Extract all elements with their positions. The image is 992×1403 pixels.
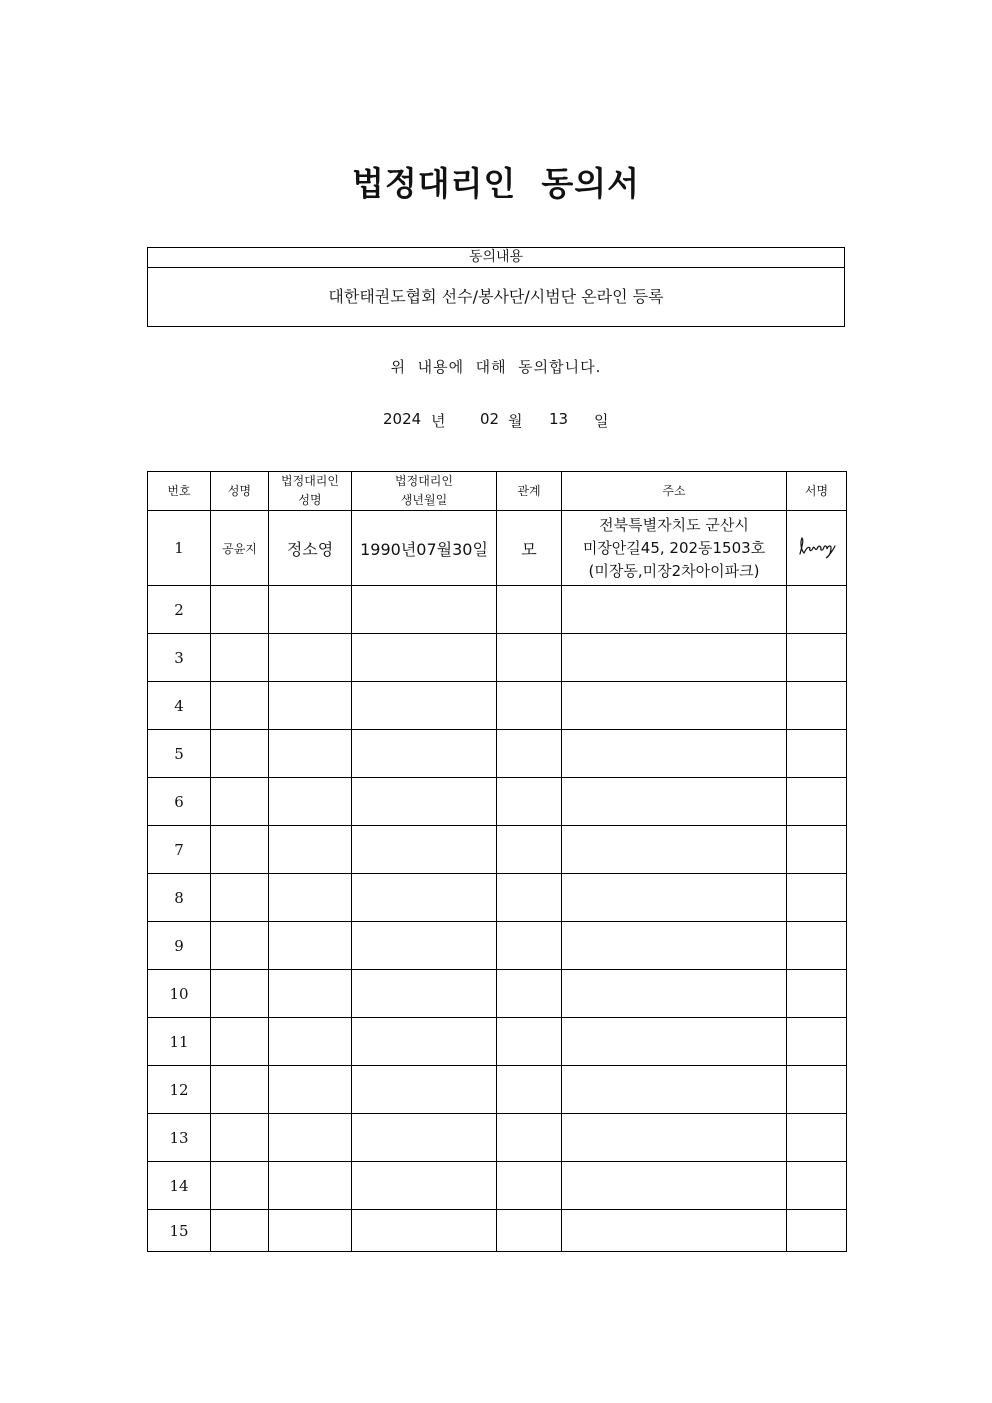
row-number: 3 — [148, 634, 211, 682]
date-day: 13 — [549, 410, 569, 428]
row-guardian-birth — [352, 826, 497, 874]
row-guardian-name — [269, 922, 352, 970]
row-number: 8 — [148, 874, 211, 922]
row-guardian-name — [269, 1114, 352, 1162]
row-name — [211, 1066, 269, 1114]
row-name — [211, 634, 269, 682]
row-address — [562, 511, 787, 586]
table-row — [148, 586, 847, 634]
table-row — [148, 730, 847, 778]
row-address — [562, 874, 787, 922]
row-number: 4 — [148, 682, 211, 730]
row-relation: 모 — [497, 511, 562, 586]
row-name — [211, 778, 269, 826]
row-address — [562, 922, 787, 970]
table-row — [148, 1162, 847, 1210]
header-guardian-name-line1: 법정대리인 — [281, 474, 339, 488]
header-relation: 관계 — [497, 472, 562, 511]
row-address — [562, 778, 787, 826]
table-row — [148, 634, 847, 682]
row-relation — [497, 730, 562, 778]
row-address — [562, 730, 787, 778]
row-guardian-birth — [352, 1162, 497, 1210]
row-guardian-name — [269, 634, 352, 682]
table-row — [148, 826, 847, 874]
table-row — [148, 1066, 847, 1114]
row-signature — [787, 1018, 847, 1066]
row-relation — [497, 1066, 562, 1114]
header-address: 주소 — [562, 472, 787, 511]
row-signature — [787, 826, 847, 874]
row-name — [211, 922, 269, 970]
row-guardian-birth — [352, 1066, 497, 1114]
row-guardian-birth — [352, 778, 497, 826]
row-relation — [497, 778, 562, 826]
row-guardian-name — [269, 874, 352, 922]
row-signature — [787, 1114, 847, 1162]
row-relation — [497, 1162, 562, 1210]
row-signature — [787, 1210, 847, 1252]
row-relation — [497, 634, 562, 682]
row-name — [211, 874, 269, 922]
row-signature — [787, 1162, 847, 1210]
table-header-row — [148, 472, 847, 511]
row-guardian-name: 정소영 — [269, 511, 352, 586]
table-row — [148, 682, 847, 730]
row-signature — [787, 970, 847, 1018]
row-name — [211, 1162, 269, 1210]
row-address — [562, 1018, 787, 1066]
row-address — [562, 1114, 787, 1162]
row-number: 6 — [148, 778, 211, 826]
row-relation — [497, 586, 562, 634]
signature-image — [796, 532, 838, 560]
row-name — [211, 682, 269, 730]
header-guardian-name-line2: 성명 — [298, 493, 322, 507]
row-guardian-birth — [352, 1210, 497, 1252]
row-guardian-name — [269, 1162, 352, 1210]
row-number: 13 — [148, 1114, 211, 1162]
header-guardian-birth — [352, 472, 497, 511]
row-number: 11 — [148, 1018, 211, 1066]
table-row — [148, 1210, 847, 1252]
registration-table — [147, 471, 847, 1252]
row-name — [211, 826, 269, 874]
row-guardian-name — [269, 970, 352, 1018]
row-relation — [497, 1018, 562, 1066]
row-number: 5 — [148, 730, 211, 778]
row-relation — [497, 682, 562, 730]
row-signature — [787, 586, 847, 634]
row-guardian-birth: 1990년07월30일 — [352, 511, 497, 586]
row-relation — [497, 970, 562, 1018]
date-month: 02 — [480, 410, 500, 428]
row-signature — [787, 511, 847, 586]
row-number: 15 — [148, 1210, 211, 1252]
row-guardian-name — [269, 1018, 352, 1066]
row-relation — [497, 874, 562, 922]
consent-header: 동의내용 — [148, 248, 844, 268]
row-number: 7 — [148, 826, 211, 874]
row-address — [562, 970, 787, 1018]
row-relation — [497, 826, 562, 874]
row-signature — [787, 682, 847, 730]
header-guardian-birth-line1: 법정대리인 — [395, 474, 453, 488]
row-guardian-name — [269, 586, 352, 634]
row-guardian-name — [269, 1210, 352, 1252]
header-guardian-name — [269, 472, 352, 511]
row-number: 14 — [148, 1162, 211, 1210]
row-name — [211, 1114, 269, 1162]
row-address — [562, 1162, 787, 1210]
row-guardian-name — [269, 778, 352, 826]
table-row — [148, 1018, 847, 1066]
date-month-unit: 월 — [508, 412, 523, 430]
row-relation — [497, 922, 562, 970]
date-year-unit: 년 — [431, 412, 446, 430]
row-address — [562, 682, 787, 730]
row-guardian-name — [269, 1066, 352, 1114]
row-guardian-birth — [352, 1018, 497, 1066]
row-number: 9 — [148, 922, 211, 970]
row-signature — [787, 730, 847, 778]
row-name: 공윤지 — [211, 511, 269, 586]
row-guardian-name — [269, 826, 352, 874]
table-row — [148, 1114, 847, 1162]
row-address — [562, 586, 787, 634]
row-signature — [787, 778, 847, 826]
row-signature — [787, 874, 847, 922]
row-guardian-birth — [352, 922, 497, 970]
consent-box — [147, 247, 845, 327]
row-address — [562, 1210, 787, 1252]
document-title: 법정대리인 동의서 — [351, 164, 640, 203]
table-row — [148, 922, 847, 970]
header-signature: 서명 — [787, 472, 847, 511]
row-guardian-birth — [352, 730, 497, 778]
header-number: 번호 — [148, 472, 211, 511]
row-name — [211, 586, 269, 634]
table-row — [148, 778, 847, 826]
date-day-unit: 일 — [594, 412, 609, 430]
row-number: 10 — [148, 970, 211, 1018]
consent-content: 대한태권도협회 선수/봉사단/시범단 온라인 등록 — [328, 287, 664, 306]
row-guardian-birth — [352, 586, 497, 634]
row-name — [211, 970, 269, 1018]
row-relation — [497, 1210, 562, 1252]
row-signature — [787, 922, 847, 970]
row-address-line2: 미장안길45, 202동1503호 — [582, 538, 766, 557]
row-address — [562, 1066, 787, 1114]
row-address-line1: 전북특별자치도 군산시 — [599, 515, 749, 534]
row-guardian-birth — [352, 682, 497, 730]
row-guardian-birth — [352, 1114, 497, 1162]
row-address-line3: (미장동,미장2차아이파크) — [588, 561, 760, 580]
row-name — [211, 1210, 269, 1252]
row-name — [211, 1018, 269, 1066]
date-year: 2024 — [383, 410, 422, 428]
table-row — [148, 511, 847, 586]
row-address — [562, 826, 787, 874]
row-name — [211, 730, 269, 778]
row-number: 1 — [148, 511, 211, 586]
row-number: 2 — [148, 586, 211, 634]
table-row — [148, 874, 847, 922]
row-guardian-birth — [352, 874, 497, 922]
row-signature — [787, 1066, 847, 1114]
row-relation — [497, 1114, 562, 1162]
header-name: 성명 — [211, 472, 269, 511]
row-number: 12 — [148, 1066, 211, 1114]
header-guardian-birth-line2: 생년월일 — [400, 493, 448, 507]
row-guardian-birth — [352, 634, 497, 682]
row-address — [562, 634, 787, 682]
table-row — [148, 970, 847, 1018]
agree-statement: 위 내용에 대해 동의합니다. — [390, 358, 602, 376]
row-guardian-birth — [352, 970, 497, 1018]
row-guardian-name — [269, 682, 352, 730]
row-signature — [787, 634, 847, 682]
row-guardian-name — [269, 730, 352, 778]
